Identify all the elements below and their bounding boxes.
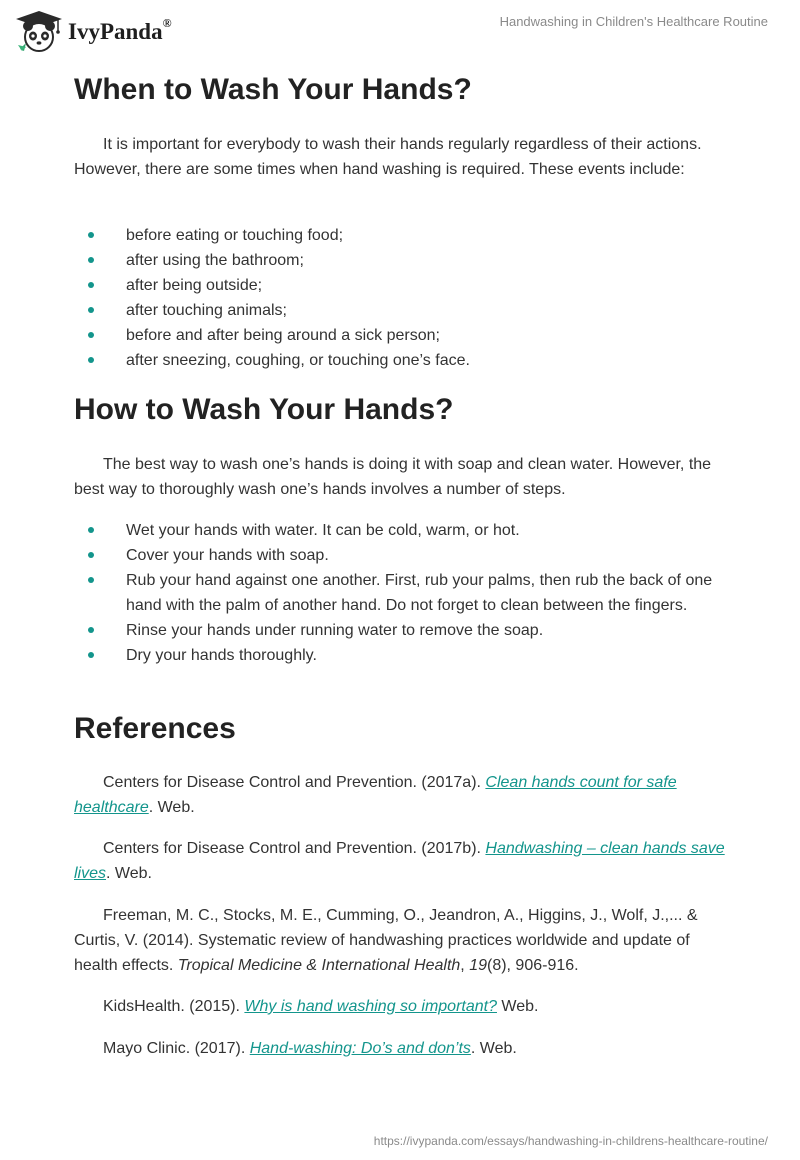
- reference-entry: Mayo Clinic. (2017). Hand-washing: Do’s and don’ts. Web.: [103, 1040, 517, 1057]
- journal-volume: 19: [469, 957, 487, 974]
- list-item: after touching animals;: [74, 298, 726, 323]
- reference-link[interactable]: Clean hands count for safe healthcare: [74, 774, 677, 816]
- bullet-icon: [88, 332, 94, 338]
- bullet-icon: [88, 652, 94, 658]
- how-list: [74, 518, 726, 668]
- bullet-icon: [88, 627, 94, 633]
- list-item: before eating or touching food;: [74, 223, 726, 248]
- list-item: Rub your hand against one another. First, rub your palms, then rub the back of one hand with the palm of another hand. Do not forget to clean between the fingers.: [74, 568, 726, 618]
- list-item: Rinse your hands under running water to remove the soap.: [74, 618, 726, 643]
- journal-title: Tropical Medicine & International Health: [177, 957, 461, 974]
- bullet-icon: [88, 282, 94, 288]
- list-item: after being outside;: [74, 273, 726, 298]
- source-url[interactable]: https://ivypanda.com/essays/handwashing-in-childrens-healthcare-routine/: [373, 1134, 768, 1148]
- list-item: before and after being around a sick person;: [74, 323, 726, 348]
- ivypanda-logo[interactable]: [14, 6, 172, 56]
- reference-link[interactable]: Handwashing – clean hands save lives: [74, 840, 725, 882]
- bullet-icon: [88, 552, 94, 558]
- bullet-icon: [88, 257, 94, 263]
- list-item: Dry your hands thoroughly.: [74, 643, 726, 668]
- section-intro-how: The best way to wash one’s hands is doing it with soap and clean water. However, the best way to thoroughly wash one’s hands involves a number of steps.: [74, 456, 712, 498]
- document-title: Handwashing in Children's Healthcare Routine: [499, 14, 768, 29]
- when-list: [74, 223, 726, 373]
- references-heading: References: [74, 712, 236, 745]
- bullet-icon: [88, 527, 94, 533]
- bullet-icon: [88, 577, 94, 583]
- section-heading-how: How to Wash Your Hands?: [74, 393, 454, 426]
- section-intro-when: It is important for everybody to wash their hands regularly regardless of their actions. However, there are some times when hand washing is required. These events include:: [74, 136, 702, 178]
- section-heading-when: When to Wash Your Hands?: [74, 73, 472, 106]
- reference-entry: Centers for Disease Control and Prevention. (2017a). Clean hands count for safe healthcare. Web.: [74, 774, 677, 816]
- reference-entry: Centers for Disease Control and Prevention. (2017b). Handwashing – clean hands save lives. Web.: [74, 840, 725, 882]
- reference-link[interactable]: Hand-washing: Do’s and don’ts: [249, 1040, 471, 1057]
- reference-entry: KidsHealth. (2015). Why is hand washing so important? Web.: [103, 998, 539, 1015]
- reference-link[interactable]: Why is hand washing so important?: [244, 998, 497, 1015]
- list-item: after using the bathroom;: [74, 248, 726, 273]
- list-item: Wet your hands with water. It can be cold, warm, or hot.: [74, 518, 726, 543]
- list-item: after sneezing, coughing, or touching one’s face.: [74, 348, 726, 373]
- brand-name: IvyPanda®: [68, 16, 172, 44]
- bullet-icon: [88, 357, 94, 363]
- bullet-icon: [88, 307, 94, 313]
- bullet-icon: [88, 232, 94, 238]
- panda-graduation-cap-logo-icon: [14, 9, 64, 53]
- reference-entry: Freeman, M. C., Stocks, M. E., Cumming, O., Jeandron, A., Higgins, J., Wolf, J.,... & Curtis, V. (2014). Systematic review of handwashing practices worldwide and update of health effects. Tropical Medicine & International Health, 19(8), 906-916.: [74, 907, 698, 974]
- list-item: Cover your hands with soap.: [74, 543, 726, 568]
